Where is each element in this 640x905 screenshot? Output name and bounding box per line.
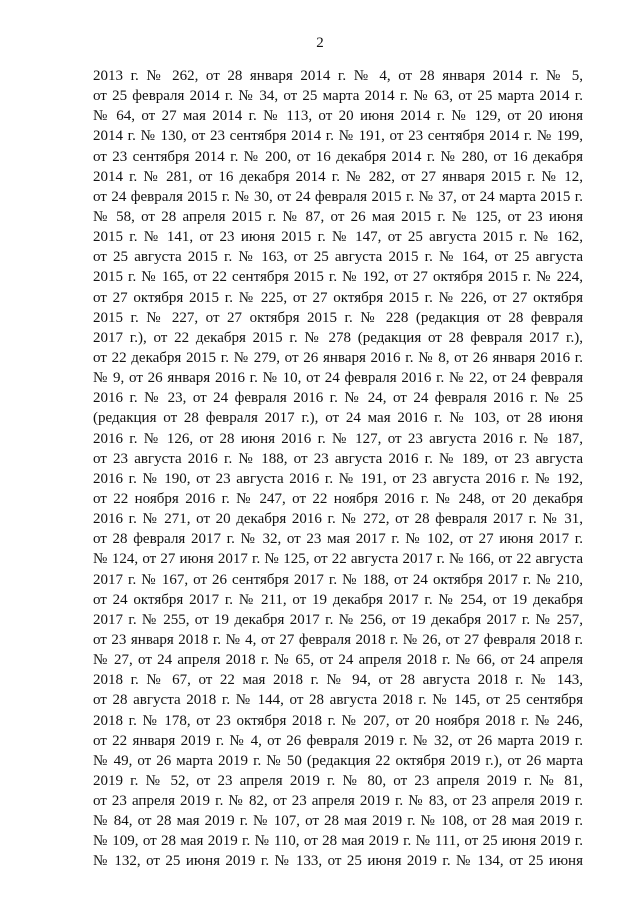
text-line: от 24 февраля 2015 г. № 30, от 24 февраля 2015 г. № 37, от 24 марта 2015 г. <box>93 188 583 205</box>
text-line: 2014 г. № 130, от 23 сентября 2014 г. № 191, от 23 сентября 2014 г. № 199, <box>93 128 583 145</box>
text-line: от 22 января 2019 г. № 4, от 26 февраля 2019 г. № 32, от 26 марта 2019 г. <box>93 732 583 749</box>
text-line: 2014 г. № 281, от 16 декабря 2014 г. № 282, от 27 января 2015 г. № 12, <box>93 168 583 185</box>
text-line: от 28 февраля 2017 г. № 32, от 23 мая 2017 г. № 102, от 27 июня 2017 г. <box>93 531 583 548</box>
text-line: № 124, от 27 июня 2017 г. № 125, от 22 августа 2017 г. № 166, от 22 августа <box>93 551 583 568</box>
text-line: от 23 января 2018 г. № 4, от 27 февраля 2018 г. № 26, от 27 февраля 2018 г. <box>93 631 583 648</box>
text-line: от 25 февраля 2014 г. № 34, от 25 марта 2014 г. № 63, от 25 марта 2014 г. <box>93 88 583 105</box>
text-line: 2017 г.), от 22 декабря 2015 г. № 278 (редакция от 28 февраля 2017 г.), <box>93 329 583 346</box>
text-line: 2017 г. № 167, от 26 сентября 2017 г. № 188, от 24 октября 2017 г. № 210, <box>93 571 583 588</box>
text-line: № 132, от 25 июня 2019 г. № 133, от 25 июня 2019 г. № 134, от 25 июня <box>93 853 583 870</box>
text-line: 2016 г. № 126, от 28 июня 2016 г. № 127, от 23 августа 2016 г. № 187, <box>93 430 583 447</box>
text-line: от 23 августа 2016 г. № 188, от 23 августа 2016 г. № 189, от 23 августа <box>93 450 583 467</box>
text-line: 2015 г. № 227, от 27 октября 2015 г. № 228 (редакция от 28 февраля <box>93 309 583 326</box>
text-line: № 9, от 26 января 2016 г. № 10, от 24 февраля 2016 г. № 22, от 24 февраля <box>93 370 583 387</box>
text-line: № 64, от 27 мая 2014 г. № 113, от 20 июня 2014 г. № 129, от 20 июня <box>93 108 583 125</box>
text-line: 2015 г. № 165, от 22 сентября 2015 г. № 192, от 27 октября 2015 г. № 224, <box>93 269 583 286</box>
text-line: № 27, от 24 апреля 2018 г. № 65, от 24 апреля 2018 г. № 66, от 24 апреля <box>93 652 583 669</box>
text-line: от 27 октября 2015 г. № 225, от 27 октября 2015 г. № 226, от 27 октября <box>93 289 583 306</box>
page-number: 2 <box>316 35 324 51</box>
text-line: 2019 г. № 52, от 23 апреля 2019 г. № 80, от 23 апреля 2019 г. № 81, <box>93 772 583 789</box>
text-line: 2017 г. № 255, от 19 декабря 2017 г. № 256, от 19 декабря 2017 г. № 257, <box>93 611 583 628</box>
text-line: от 28 августа 2018 г. № 144, от 28 августа 2018 г. № 145, от 25 сентября <box>93 692 583 709</box>
text-line: № 84, от 28 мая 2019 г. № 107, от 28 мая 2019 г. № 108, от 28 мая 2019 г. <box>93 813 583 830</box>
text-line: 2016 г. № 271, от 20 декабря 2016 г. № 272, от 28 февраля 2017 г. № 31, <box>93 511 583 528</box>
text-line: № 49, от 26 марта 2019 г. № 50 (редакция 22 октября 2019 г.), от 26 марта <box>93 752 583 769</box>
text-line: 2016 г. № 23, от 24 февраля 2016 г. № 24, от 24 февраля 2016 г. № 25 <box>93 390 583 407</box>
text-line: 2015 г. № 141, от 23 июня 2015 г. № 147, от 25 августа 2015 г. № 162, <box>93 229 583 246</box>
text-line: от 23 апреля 2019 г. № 82, от 23 апреля 2019 г. № 83, от 23 апреля 2019 г. <box>93 793 583 810</box>
text-line: № 58, от 28 апреля 2015 г. № 87, от 26 мая 2015 г. № 125, от 23 июня <box>93 208 583 225</box>
text-line: № 109, от 28 мая 2019 г. № 110, от 28 мая 2019 г. № 111, от 25 июня 2019 г. <box>93 833 583 850</box>
text-line: 2016 г. № 190, от 23 августа 2016 г. № 191, от 23 августа 2016 г. № 192, <box>93 470 583 487</box>
text-line: 2018 г. № 178, от 23 октября 2018 г. № 207, от 20 ноября 2018 г. № 246, <box>93 712 583 729</box>
document-body <box>93 66 583 872</box>
text-line: от 22 ноября 2016 г. № 247, от 22 ноября 2016 г. № 248, от 20 декабря <box>93 490 583 507</box>
text-line: 2018 г. № 67, от 22 мая 2018 г. № 94, от 28 августа 2018 г. № 143, <box>93 672 583 689</box>
text-line: от 22 декабря 2015 г. № 279, от 26 января 2016 г. № 8, от 26 января 2016 г. <box>93 349 583 366</box>
text-line: от 24 октября 2017 г. № 211, от 19 декабря 2017 г. № 254, от 19 декабря <box>93 591 583 608</box>
text-line: от 23 сентября 2014 г. № 200, от 16 декабря 2014 г. № 280, от 16 декабря <box>93 148 583 165</box>
text-line: (редакция от 28 февраля 2017 г.), от 24 мая 2016 г. № 103, от 28 июня <box>93 410 583 427</box>
text-line: 2013 г. № 262, от 28 января 2014 г. № 4, от 28 января 2014 г. № 5, <box>93 68 583 84</box>
text-line: от 25 августа 2015 г. № 163, от 25 августа 2015 г. № 164, от 25 августа <box>93 249 583 266</box>
